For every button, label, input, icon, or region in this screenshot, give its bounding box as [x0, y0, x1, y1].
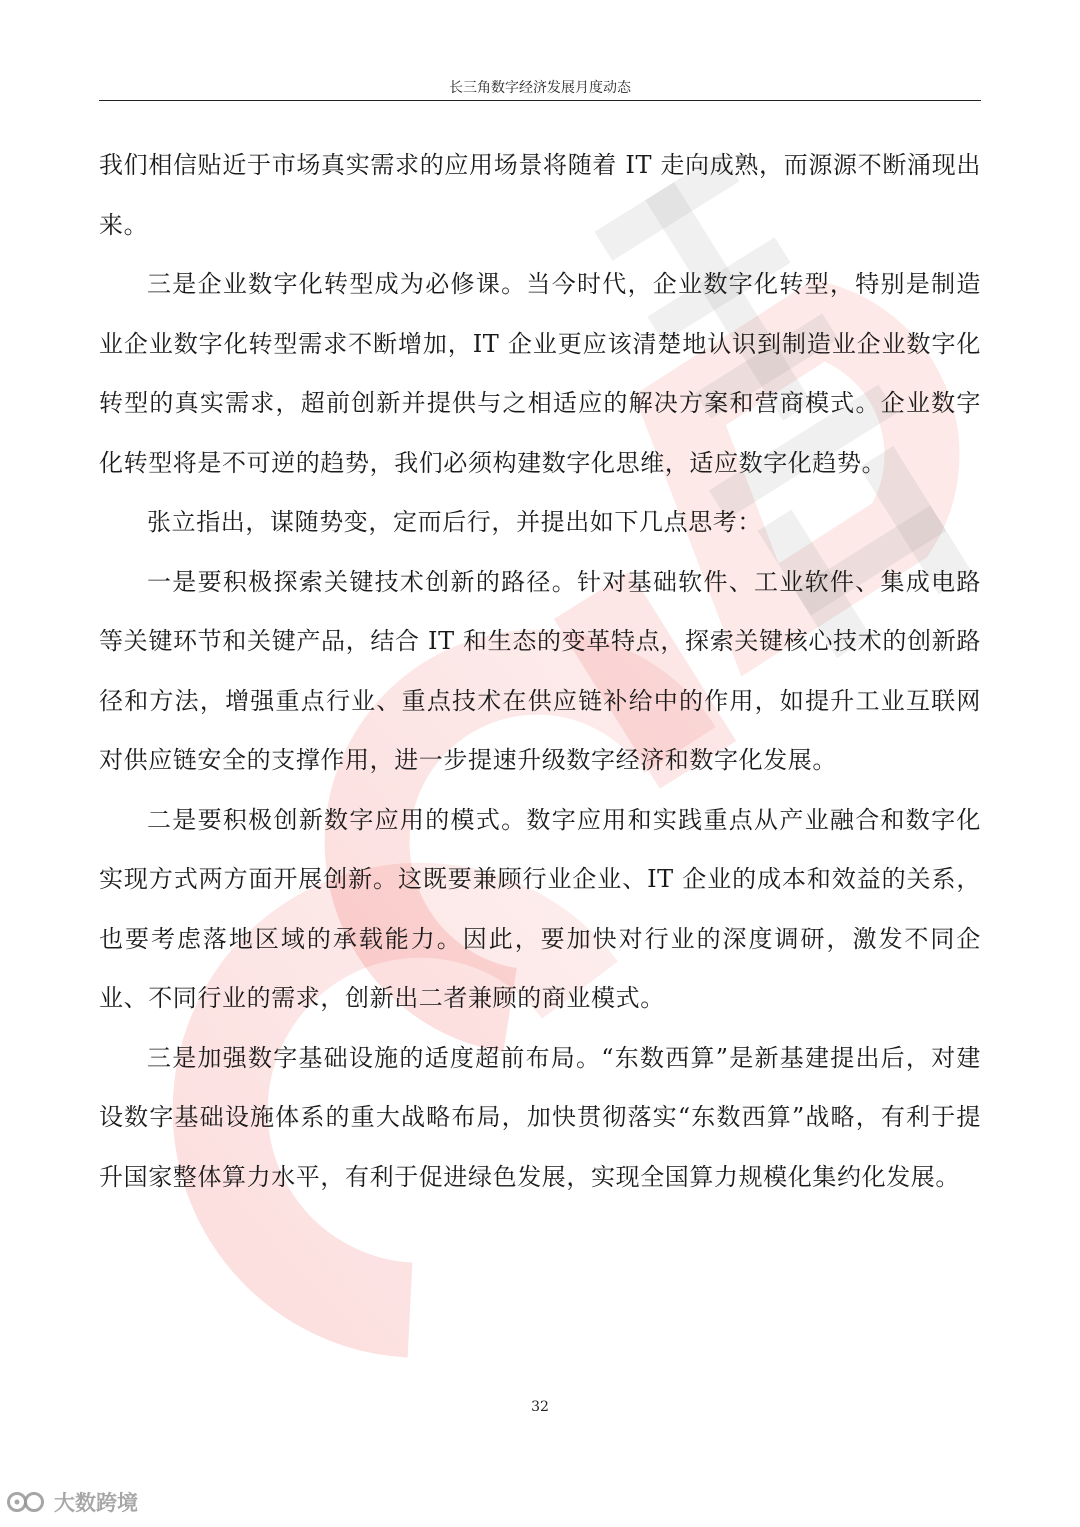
source-watermark-label: 大数跨境	[54, 1491, 138, 1515]
source-logo-icon	[6, 1489, 48, 1515]
page-number: 32	[531, 1399, 549, 1415]
paragraph: 三是企业数字化转型成为必修课。当今时代，企业数字化转型，特别是制造业企业数字化转型需求不断增加，IT 企业更应该清楚地认识到制造业企业数字化转型的真实需求，超前创新并提供与之相适应的解决方案和营商模式。企业数字化转型将是不可逆的趋势，我们必须构建数字化思维，适应数字化趋势。	[99, 270, 981, 477]
source-watermark	[6, 1487, 138, 1517]
document-body	[99, 136, 981, 1207]
header-divider	[99, 100, 981, 101]
paragraph: 张立指出，谋随势变，定而后行，并提出如下几点思考：	[147, 508, 762, 536]
paragraph: 二是要积极创新数字应用的模式。数字应用和实践重点从产业融合和数字化实现方式两方面开展创新。这既要兼顾行业企业、IT 企业的成本和效益的关系，也要考虑落地区域的承载能力。因此，要加快对行业的深度调研，激发不同企业、不同行业的需求，创新出二者兼顾的商业模式。	[99, 805, 981, 1012]
running-header: 长三角数字经济发展月度动态	[449, 80, 631, 96]
paragraph: 我们相信贴近于市场真实需求的应用场景将随着 IT 走向成熟，而源源不断涌现出来。	[99, 151, 981, 239]
paragraph: 三是加强数字基础设施的适度超前布局。“东数西算”是新基建提出后，对建设数字基础设施体系的重大战略布局，加快贯彻落实“东数西算”战略，有利于提升国家整体算力水平，有利于促进绿色发展，实现全国算力规模化集约化发展。	[99, 1043, 981, 1191]
paragraph: 一是要积极探索关键技术创新的路径。针对基础软件、工业软件、集成电路等关键环节和关键产品，结合 IT 和生态的变革特点，探索关键核心技术的创新路径和方法，增强重点行业、重点技术在供应链补给中的作用，如提升工业互联网对供应链安全的支撑作用，进一步提速升级数字经济和数字化发展。	[99, 567, 981, 774]
